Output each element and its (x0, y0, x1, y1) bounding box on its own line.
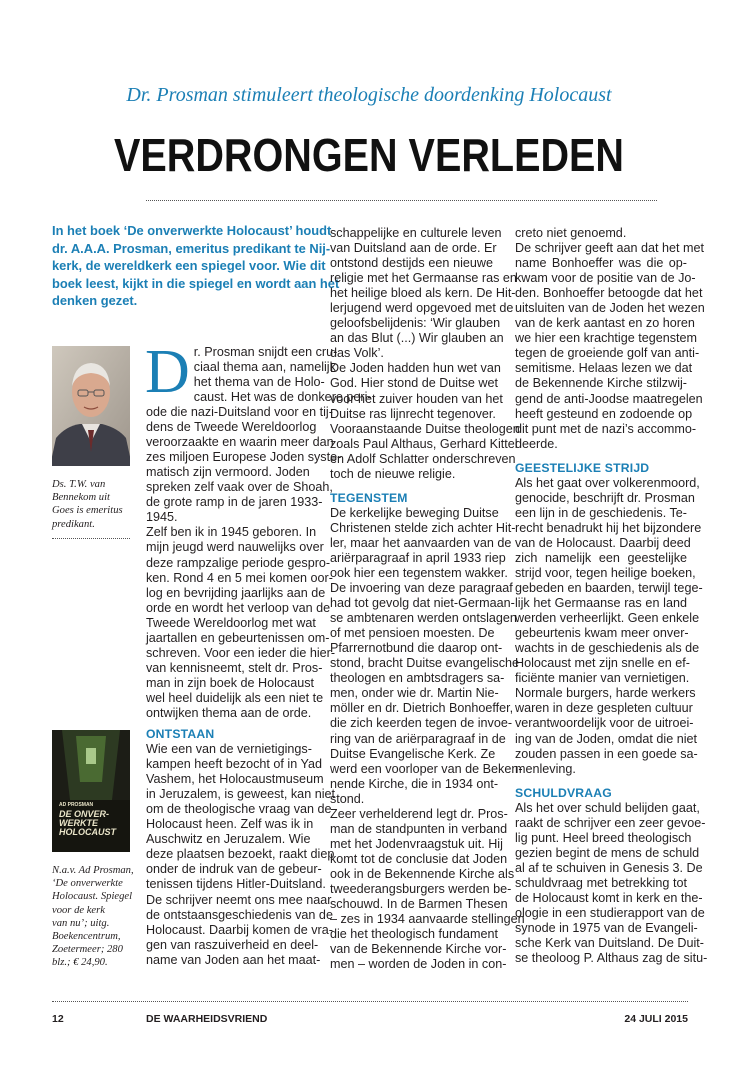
caption-line: N.a.v. Ad Prosman, (52, 865, 134, 876)
text-line: ontwijken thema aan de orde. (146, 705, 312, 720)
column-3-body (515, 226, 705, 452)
text-line: De kerkelijke beweging Duitse (330, 505, 499, 520)
section-heading-schuldvraag: SCHULDVRAAG (515, 785, 612, 800)
text-line: zich namelijk een geestelijke (515, 550, 687, 565)
text-line: tenissen tijdens Hitler-Duitsland. (146, 877, 326, 892)
text-line: De invoering van deze paragraaf (330, 581, 513, 596)
text-line: De Joden hadden hun wet van (330, 361, 501, 376)
author-portrait-photo (52, 346, 130, 466)
text-line: strijd voor, tegen heilige boeken, (515, 565, 696, 580)
text-line: met het Jodenvraagstuk uit. Hij (330, 836, 503, 851)
text-line: gezien begint de mens de schuld (515, 845, 700, 860)
text-line: en Adolf Schlatter onderschreven (330, 451, 516, 466)
caption-line: Zoetermeer; 280 (52, 944, 123, 956)
text-line: man in zijn boek de Holocaust (146, 675, 315, 690)
text-line: schappelijke en culturele leven (330, 226, 502, 240)
text-line: schreven. Voor een ieder die hier- (146, 645, 336, 660)
text-line: schuldvraag met betrekking tot (515, 875, 687, 890)
title-divider (146, 200, 657, 201)
column-2-body (330, 226, 520, 482)
text-line: genocide, beschrijft dr. Prosman (515, 490, 695, 505)
text-line: se ambtenaren werden ontslagen (330, 611, 517, 626)
text-line: ode die nazi-Duitsland voor en tij- (146, 405, 333, 420)
text-line: de Bekennende Kirche stilzwij- (515, 376, 687, 391)
text-line: recht benadrukt hij het bijzondere (515, 520, 702, 535)
text-line: komt tot de conclusie dat Joden (330, 851, 508, 866)
text-line: deze plaatsen bezoekt, raakt diep (146, 847, 335, 862)
text-line: Duitse ras lijnrecht tegenover. (330, 406, 496, 421)
text-line: möller en dr. Dietrich Bonhoeffer, (330, 701, 514, 716)
article-column-2 (330, 226, 525, 972)
column-3-body-3 (515, 800, 708, 967)
section-heading-ontstaan: ONTSTAAN (146, 727, 215, 742)
text-line: den. Bonhoeffer betoogde dat het (515, 286, 703, 301)
text-line: voor het zuiver houden van het (330, 391, 503, 406)
text-line: een lijn in de geschiedenis. Te- (515, 505, 687, 520)
text-line: name van Joden aan het maat- (146, 952, 321, 967)
text-line: nende Kirche, die in 1934 ont- (330, 776, 499, 791)
text-line: name Bonhoeffer was die op- (515, 256, 687, 271)
text-line: verantwoordelijk voor de uitroei- (515, 716, 694, 731)
text-line: geloofsbelijdenis: ‘Wir glauben (330, 316, 501, 331)
caption-line: Holocaust. Spiegel (52, 891, 133, 903)
text-line: tegen de groeiende golf van anti- (515, 346, 700, 361)
text-line: stond. (330, 791, 365, 806)
text-line: of met pensioen moesten. De (330, 626, 495, 641)
caption-line: Ds. T.W. van (52, 479, 106, 490)
intro-paragraph (52, 222, 340, 310)
text-line: kwam voor de positie van de Jo- (515, 271, 696, 286)
text-line: creto niet genoemd. (515, 226, 627, 240)
text-line: werden verheerlijkt. Geen enkele (515, 611, 700, 626)
text-line: waren in deze gespleten cultuur (515, 701, 693, 716)
text-line: matisch zijn vermoord. Joden (146, 465, 310, 480)
text-line: ontstond destijds een nieuwe (330, 256, 493, 271)
book-cover-title (59, 810, 116, 837)
text-line: synode in 1975 van de Evangeli- (515, 921, 698, 936)
text-line: Holocaust met zijn snelle en ef- (515, 656, 690, 671)
dropcap-letter: D (145, 338, 190, 406)
book-cover-image (52, 730, 130, 852)
text-line: men – worden de Joden in con- (330, 957, 507, 972)
text-line: r. Prosman snijdt een cru- (193, 345, 338, 359)
caption-line: Boekencentrum, (52, 931, 121, 943)
text-line: ook in de Bekennende Kirche als (330, 866, 515, 881)
text-line: Vashem, het Holocaustmuseum (146, 772, 324, 787)
intro-line: boek leest, kijkt in die spiegel en wordt aan het (52, 275, 340, 291)
section-heading-geestelijke-strijd: GEESTELIJKE STRIJD (515, 460, 650, 475)
caption-line: predikant. (52, 518, 95, 530)
text-line: zouden passen in een goede sa- (515, 746, 698, 761)
article-column-3 (515, 226, 708, 966)
text-line: ring van de ariërparagraaf in de (330, 731, 506, 746)
text-line: toch de nieuwe religie. (330, 466, 456, 481)
text-line: log en bevrijding jaarlijks aan de (146, 585, 326, 600)
magazine-name: DE WAARHEIDSVRIEND (146, 1013, 268, 1025)
text-line: veroorzaakte en waarin meer dan (146, 435, 334, 450)
text-line: jaartallen en gebeurtenissen om- (146, 630, 330, 645)
text-line: die zich keerden tegen de invoe- (330, 716, 513, 731)
text-line: van kennisneemt, stelt dr. Pros- (146, 660, 323, 675)
text-line: lerjugend werd opgevoed met de (330, 301, 514, 316)
section-heading-tegenstem: TEGENSTEM (330, 490, 408, 505)
text-line: tweederangsburgers werden be- (330, 881, 512, 896)
text-line: uitsluiten van de Joden het wezen (515, 301, 705, 316)
text-line: Auschwitz en Jeruzalem. Wie (146, 832, 311, 847)
text-line: ariërparagraaf in april 1933 riep (330, 550, 506, 565)
book-cover-title-line: DE ONVER- (59, 809, 110, 819)
caption-line: blz.; € 24,90. (52, 957, 108, 969)
text-line: lig punt. Heel breed theologisch (515, 830, 692, 845)
text-line: Holocaust. Daarbij komen de vra- (146, 922, 333, 937)
book-cover-author: AD PROSMAN (59, 802, 94, 808)
text-line: sche Kerk van Duitsland. De Duit- (515, 936, 704, 951)
text-line: ficiënte manier van vernietigen. (515, 671, 690, 686)
caption-line: ‘De onverwerkte (52, 878, 123, 890)
caption-divider (52, 538, 130, 539)
text-line: Christenen stelde zich achter Hit- (330, 520, 516, 535)
text-line: mijn jeugd werd nauwelijks over (146, 540, 324, 555)
article-title: VERDRONGEN VERLEDEN (114, 129, 624, 181)
issue-date: 24 JULI 2015 (624, 1013, 688, 1025)
text-line: semitisme. Helaas lezen we dat (515, 361, 693, 376)
text-line: die het theologisch fundament (330, 927, 499, 942)
text-line: de ontstaansgeschiedenis van de (146, 907, 333, 922)
text-line: deze rampzalige periode gespro- (146, 555, 331, 570)
text-line: van Duitsland aan de orde. Er (330, 241, 497, 256)
text-line: 1945. (146, 510, 178, 525)
text-line: van de kerk aantast en zo horen (515, 316, 695, 331)
text-line: onder de indruk van de gebeur- (146, 862, 322, 877)
portrait-caption (52, 478, 134, 531)
text-line: Normale burgers, harde werkers (515, 686, 696, 701)
text-line: had tot gevolg dat niet-Germaan- (330, 596, 515, 611)
text-line: Wie een van de vernietigings- (146, 742, 312, 757)
text-line: ologie in een studierapport van de (515, 905, 705, 920)
text-line: gebeurtenis kwam meer onver- (515, 626, 689, 641)
text-line: theologen en ambtsdragers sa- (330, 671, 505, 686)
text-line: schouwd. In de Barmen Thesen (330, 897, 508, 912)
text-line: wel heel duidelijk als een niet te (146, 690, 324, 705)
text-line: men, onder wie dr. Martin Nie- (330, 686, 499, 701)
text-line: De schrijver geeft aan dat het met (515, 241, 705, 256)
text-line: stond, bracht Duitse evangelische (330, 656, 520, 671)
text-line: heeft gesteund en zodoende op (515, 406, 693, 421)
text-line: ook hier een tegenstem wakker. (330, 565, 508, 580)
text-line: caust. Het was de donkere peri- (193, 390, 372, 404)
text-line: – zes in 1934 aanvaarde stellingen (330, 912, 525, 927)
text-line: we hier een krachtige tegenstem (515, 331, 698, 346)
text-line: religie met het Germaanse ras en (330, 271, 517, 286)
text-line: gebeden en baarden, terwijl tege- (515, 581, 703, 596)
text-line: ciaal thema aan, namelijk (193, 360, 336, 375)
text-line: wachts in de geschiedenis als de (515, 641, 700, 656)
text-line: van de Holocaust. Daarbij deed (515, 535, 691, 550)
book-cover-title-line: WERKTE (59, 818, 98, 828)
text-line: om de theologische vraag van de (146, 802, 332, 817)
text-line: de grote ramp in de jaren 1933- (146, 495, 323, 510)
text-line: ken. Rond 4 en 5 mei komen oor- (146, 570, 333, 585)
text-line: in Jeruzalem, is geweest, kan niet (146, 787, 335, 802)
caption-line: van nu’; uitg. (52, 917, 110, 929)
text-line: an das Blut (...) Wir glauben an (330, 331, 504, 346)
column-2-body-2 (330, 505, 525, 972)
text-line: lijk het Germaanse ras en land (515, 596, 687, 611)
text-line: ing van de Joden, omdat die niet (515, 731, 698, 746)
text-line: De schrijver neemt ons mee naar (146, 892, 332, 907)
text-line: se theoloog P. Althaus zag de situ- (515, 951, 708, 966)
text-line: Pfarrernotbund die daarop ont- (330, 641, 503, 656)
text-line: menleving. (515, 761, 576, 776)
text-line: dens de Tweede Wereldoorlog (146, 420, 317, 435)
text-line: Tweede Wereldoorlog met wat (146, 615, 316, 630)
text-line: kampen heeft bezocht of in Yad (146, 757, 322, 772)
caption-line: Goes is emeritus (52, 505, 123, 517)
text-line: werd een voorloper van de Beken- (330, 761, 523, 776)
caption-line: voor de kerk (52, 904, 105, 916)
text-line: Als het gaat over volkerenmoord, (515, 475, 700, 490)
text-line: God. Hier stond de Duitse wet (330, 376, 498, 391)
text-line: al af te schuiven in Genesis 3. De (515, 860, 703, 875)
page-number: 12 (52, 1013, 64, 1025)
text-line: zes miljoen Europese Joden syste- (146, 450, 342, 465)
text-line: gen van raszuiverheid en deel- (146, 937, 319, 952)
text-line: ler, maar het aanvaarden van de (330, 535, 512, 550)
text-line: de Holocaust komt in kerk en the- (515, 890, 703, 905)
column-3-body-2 (515, 475, 703, 777)
intro-line: kerk, de wereldkerk een spiegel voor. Wie dit (52, 258, 326, 274)
text-line: raakt de schrijver een zeer gevoe- (515, 815, 706, 830)
text-line: das Volk’. (330, 346, 384, 361)
footer-divider (52, 1001, 688, 1002)
text-line: Holocaust heen. Zelf was ik in (146, 817, 314, 832)
column-1-body-2 (146, 742, 335, 968)
text-line: Zelf ben ik in 1945 geboren. In (146, 525, 317, 540)
text-line: Als het over schuld belijden gaat, (515, 800, 700, 815)
caption-line: Bennekom uit (52, 492, 110, 504)
text-line: het heilige bloed als kern. De Hit- (330, 286, 516, 301)
text-line: deerde. (515, 436, 558, 451)
text-line: van de Bekennende Kirche vor- (330, 942, 507, 957)
article-subtitle: Dr. Prosman stimuleert theologische doordenking Holocaust (126, 84, 612, 106)
book-caption (52, 864, 136, 970)
text-line: zoals Paul Althaus, Gerhard Kittel (330, 436, 518, 451)
book-cover-title-line: HOLOCAUST (59, 827, 116, 837)
intro-line: In het boek ‘De onverwerkte Holocaust’ houdt (52, 223, 332, 238)
text-line: het thema van de Holo- (193, 375, 325, 390)
text-line: spreken zelf vaak over de Shoah, (146, 480, 333, 495)
text-line: gend de anti-Joodse maatregelen (515, 391, 703, 406)
text-line: Duitse Evangelische Kerk. Ze (330, 746, 496, 761)
intro-line: dr. A.A.A. Prosman, emeritus predikant te Nij- (52, 240, 331, 256)
text-line: man de standpunten in verband (330, 821, 508, 836)
text-line: Zeer verhelderend legt dr. Pros- (330, 806, 508, 821)
text-line: dit punt met de nazi’s accommo- (515, 421, 697, 436)
intro-line: denken gezet. (52, 293, 138, 309)
text-line: Vooraanstaande Duitse theologen (330, 421, 520, 436)
text-line: orde en wordt het verloop van de (146, 600, 331, 615)
